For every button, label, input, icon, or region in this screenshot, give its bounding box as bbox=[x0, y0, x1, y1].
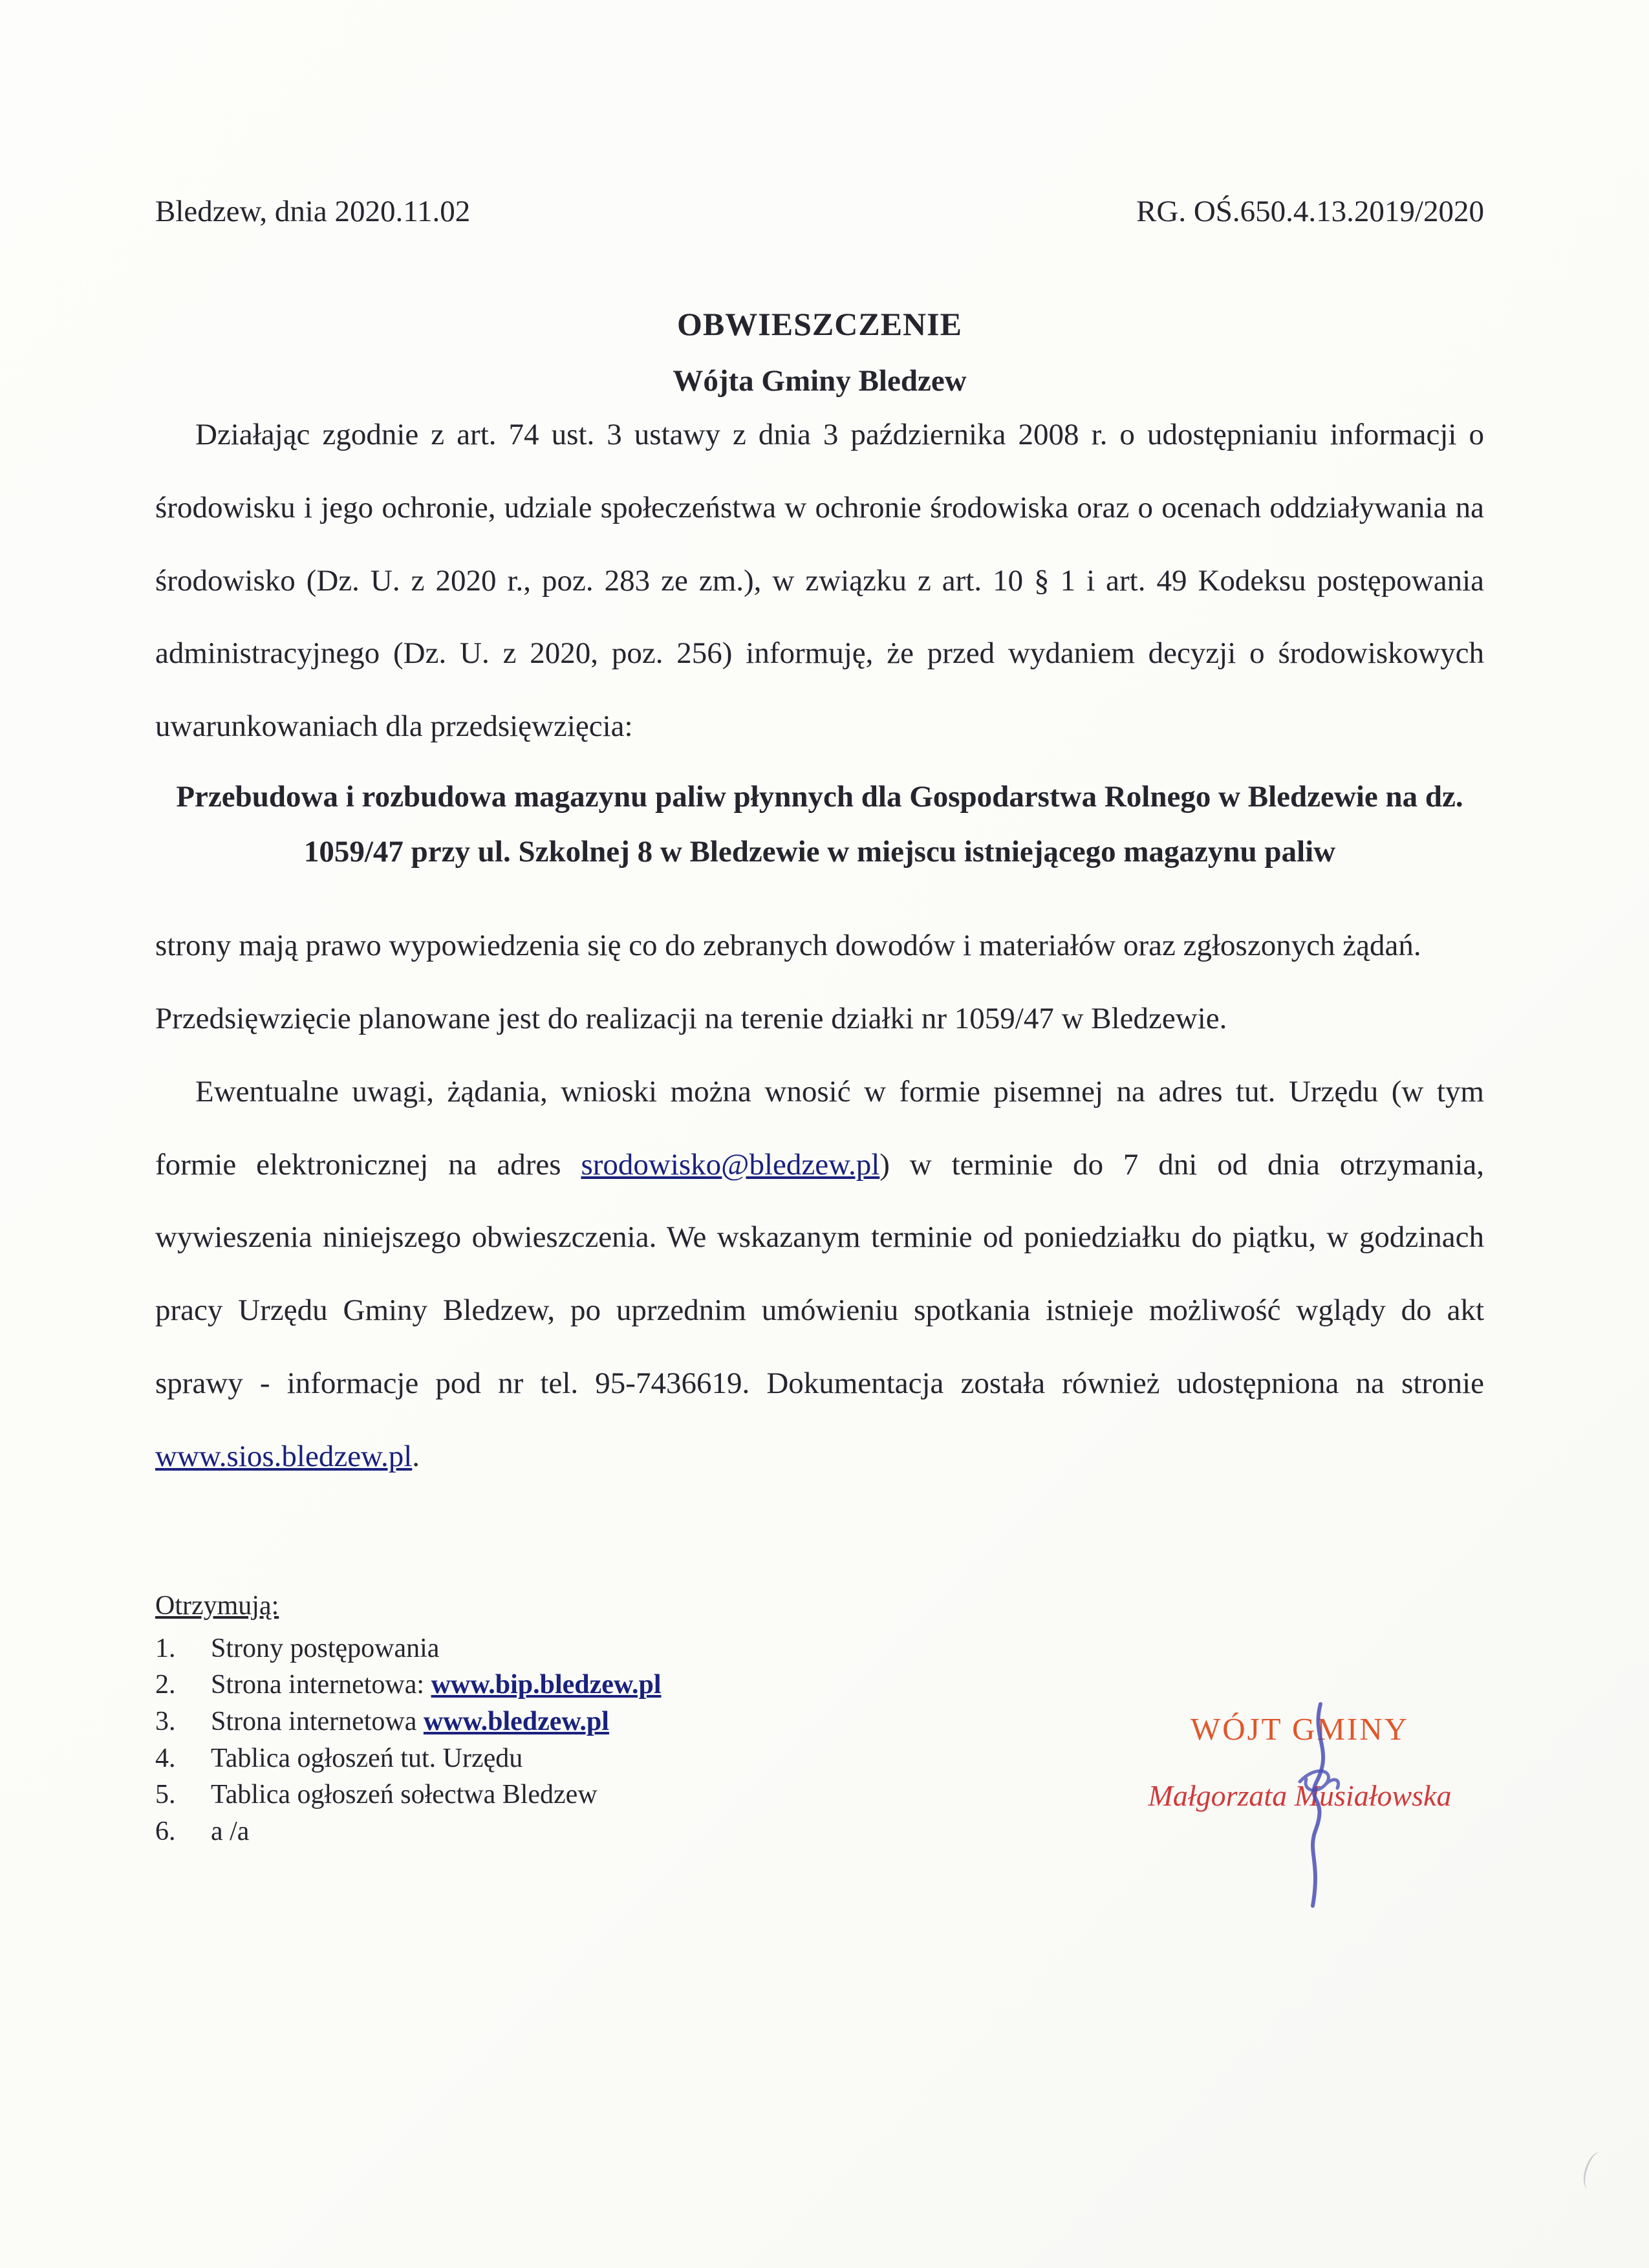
distribution-heading: Otrzymują: bbox=[155, 1590, 279, 1621]
item-number: 2. bbox=[155, 1670, 176, 1700]
email-link[interactable]: srodowisko@bledzew.pl bbox=[581, 1147, 880, 1182]
list-item bbox=[155, 1703, 931, 1740]
signature-block bbox=[1086, 1711, 1513, 1813]
contact-text-1: Ewentualne uwagi, żądania, wnioski można wnosić w formie pisemnej na adres tut. Urzędu (w tym formie elektronicznej na adres bbox=[155, 1074, 1484, 1182]
sios-link[interactable]: www.sios.bledzew.pl bbox=[155, 1439, 413, 1473]
signature-title: WÓJT GMINY bbox=[1190, 1711, 1410, 1747]
bip-link[interactable]: www.bip.bledzew.pl bbox=[431, 1670, 662, 1700]
list-item bbox=[155, 1777, 931, 1813]
title-block bbox=[155, 305, 1484, 398]
item-text: Tablica ogłoszeń sołectwa Bledzew bbox=[211, 1780, 598, 1810]
paragraph-location: Przedsięwzięcie planowane jest do realizacji na terenie działki nr 1059/47 w Bledzewie. bbox=[155, 1001, 1227, 1035]
item-number: 4. bbox=[155, 1743, 176, 1773]
page-subtitle: Wójta Gminy Bledzew bbox=[673, 364, 967, 398]
signature-name: Małgorzata Musiałowska bbox=[1148, 1779, 1452, 1812]
contact-text-2: ) w terminie do 7 dni od dnia otrzymania, wywieszenia niniejszego obwieszczenia. We wskazanym terminie od poniedziałku do piątku, w godzinach pracy Urzędu Gminy Bledzew, po uprzednim umówieniu spotkania istnieje możliwość wglądy do akt sprawy - informacje pod nr tel. 95-7436619. Dokumentacja została również udostępniona na stronie bbox=[155, 1147, 1484, 1400]
item-text: Strony postępowania bbox=[211, 1633, 440, 1663]
document-header bbox=[155, 194, 1484, 229]
bledzew-link[interactable]: www.bledzew.pl bbox=[423, 1706, 609, 1736]
paragraph-rights: strony mają prawo wypowiedzenia się co do zebranych dowodów i materiałów oraz zgłoszonych żądań. bbox=[155, 929, 1421, 963]
project-title: Przebudowa i rozbudowa magazynu paliw płynnych dla Gospodarstwa Rolnego w Bledzewie na dz. 1059/47 przy ul. Szkolnej 8 w Bledzewie w miejscu istniejącego magazynu paliw bbox=[176, 779, 1463, 869]
list-item bbox=[155, 1813, 931, 1850]
item-number: 5. bbox=[155, 1780, 176, 1810]
item-text: Tablica ogłoszeń tut. Urzędu bbox=[211, 1743, 523, 1773]
list-item bbox=[155, 1667, 931, 1703]
paragraph-intro: Działając zgodnie z art. 74 ust. 3 ustawy z dnia 3 października 2008 r. o udostępnianiu informacji o środowisku i jego ochronie, udziale społeczeństwa w ochronie środowiska oraz o ocenach oddziaływania na środowisko (Dz. U. z 2020 r., poz. 283 ze zm.), w związku z art. 10 § 1 i art. 49 Kodeksu postępowania administracyjnego (Dz. U. z 2020, poz. 256) informuję, że przed wydaniem decyzji o środowiskowych uwarunkowaniach dla przedsięwzięcia: bbox=[155, 418, 1484, 744]
item-number: 3. bbox=[155, 1706, 176, 1736]
page-title: OBWIESZCZENIE bbox=[677, 306, 962, 342]
reference-number: RG. OŚ.650.4.13.2019/2020 bbox=[1136, 195, 1484, 228]
item-number: 6. bbox=[155, 1816, 176, 1846]
item-text: Strona internetowa: bbox=[211, 1670, 431, 1700]
document-content bbox=[155, 0, 1484, 1850]
date-line: Bledzew, dnia 2020.11.02 bbox=[155, 195, 471, 228]
item-number: 1. bbox=[155, 1633, 176, 1663]
distribution-list bbox=[155, 1590, 931, 1850]
paragraph-contact bbox=[155, 1055, 1484, 1493]
scan-artifact bbox=[1579, 2150, 1609, 2192]
list-item bbox=[155, 1740, 931, 1777]
item-text: a /a bbox=[211, 1816, 250, 1846]
list-item bbox=[155, 1630, 931, 1667]
contact-text-3: . bbox=[412, 1439, 420, 1473]
item-text: Strona internetowa bbox=[211, 1706, 424, 1736]
